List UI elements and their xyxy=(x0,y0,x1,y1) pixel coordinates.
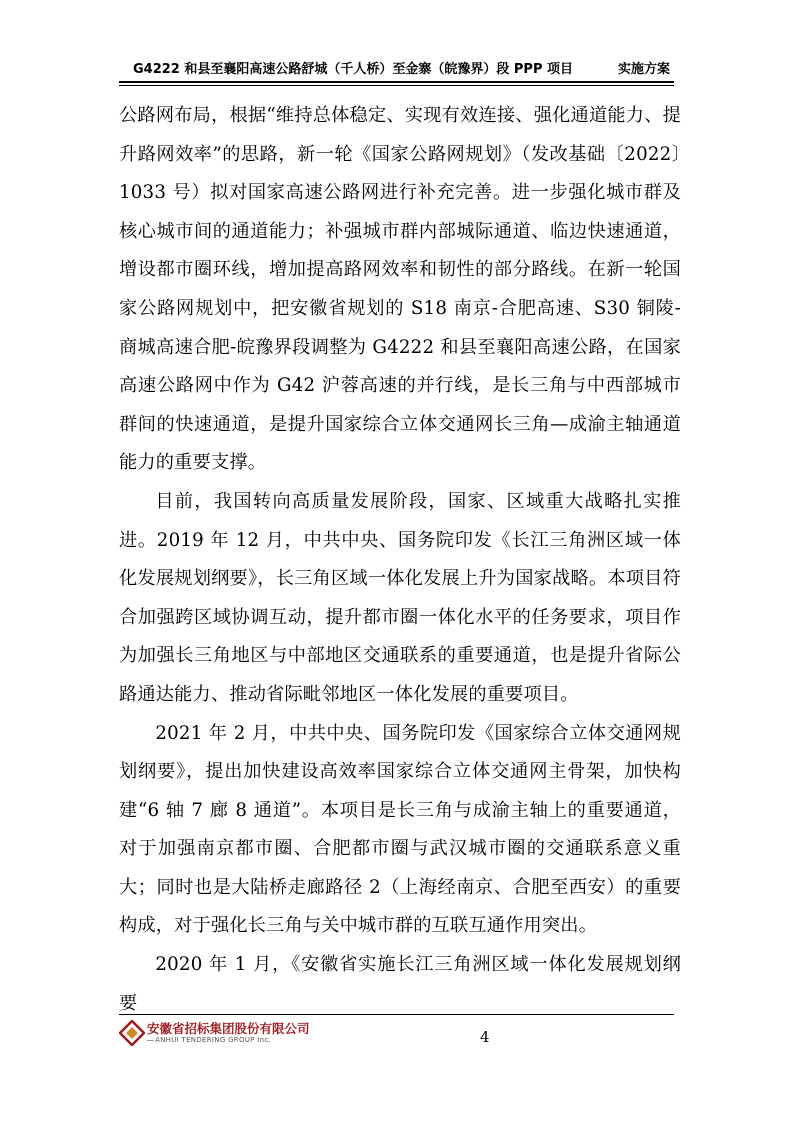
paragraph: 2020 年 1 月，《安徽省实施长江三角洲区域一体化发展规划纲要 xyxy=(119,954,681,1014)
divider xyxy=(147,1040,154,1041)
footer-rule xyxy=(119,1014,674,1015)
header-rule xyxy=(119,81,674,83)
company-logo xyxy=(119,1019,329,1049)
company-logo-icon xyxy=(119,1020,145,1046)
header-rule-thin xyxy=(119,85,674,86)
body-text xyxy=(119,97,681,1023)
section-title: 实施方案 xyxy=(617,62,670,77)
page-header xyxy=(119,54,674,78)
paragraph: 2021 年 2 月，中共中央、国务院印发《国家综合立体交通网规划纲要》，提出加快建设高效率国家综合立体交通网主骨架，加快构建“6 轴 7 廊 8 通道”。本项目是长三角与成渝主轴上的重要通道，对于加强南京都市圈、合肥都市圈与武汉城市圈的交通联系意义重大；同时也是大陆桥走廊路径 2（上海经南京、合肥至西安）的重要构成，对于强化长三角与关中城市群的互联互通作用突出。 xyxy=(119,722,681,937)
company-name: 安徽省招标集团股份有限公司 xyxy=(147,1021,310,1036)
paragraph: 公路网布局，根据“维持总体稳定、实现有效连接、强化通道能力、提升路网效率”的思路，新一轮《国家公路网规划》（发改基础〔2022〕1033 号）拟对国家高速公路网进行补充完善。进一步强化城市群及核心城市间的通道能力；补强城市群内部城际通道、临边快速通道，增设都市圈环线，增加提高路网效率和韧性的部分路线。在新一轮国家公路网规划中，把安徽省规划的 S18 南京-合肥高速、S30 铜陵-商城高速合肥-皖豫界段调整为 G4222 和县至襄阳高速公路，在国家高速公路网中作为 G42 沪蓉高速的并行线，是长三角与中西部城市群间的快速通道，是提升国家综合立体交通网长三角—成渝主轴通道能力的重要支撑。 xyxy=(119,105,681,474)
page-number: 4 xyxy=(480,1028,490,1046)
company-name-en: ANHUI TENDERING GROUP Inc. xyxy=(155,1036,272,1044)
document-title: G4222 和县至襄阳高速公路舒城（千人桥）至金寨（皖豫界）段 PPP 项目 xyxy=(133,62,574,77)
paragraph: 目前，我国转向高质量发展阶段，国家、区域重大战略扎实推进。2019 年 12 月，中共中央、国务院印发《长江三角洲区域一体化发展规划纲要》，长三角区域一体化发展上升为国家战略。本项目符合加强跨区域协调互动，提升都市圈一体化水平的任务要求，项目作为加强长三角地区与中部地区交通联系的重要通道，也是提升省际公路通达能力、推动省际毗邻地区一体化发展的重要项目。 xyxy=(119,490,681,705)
